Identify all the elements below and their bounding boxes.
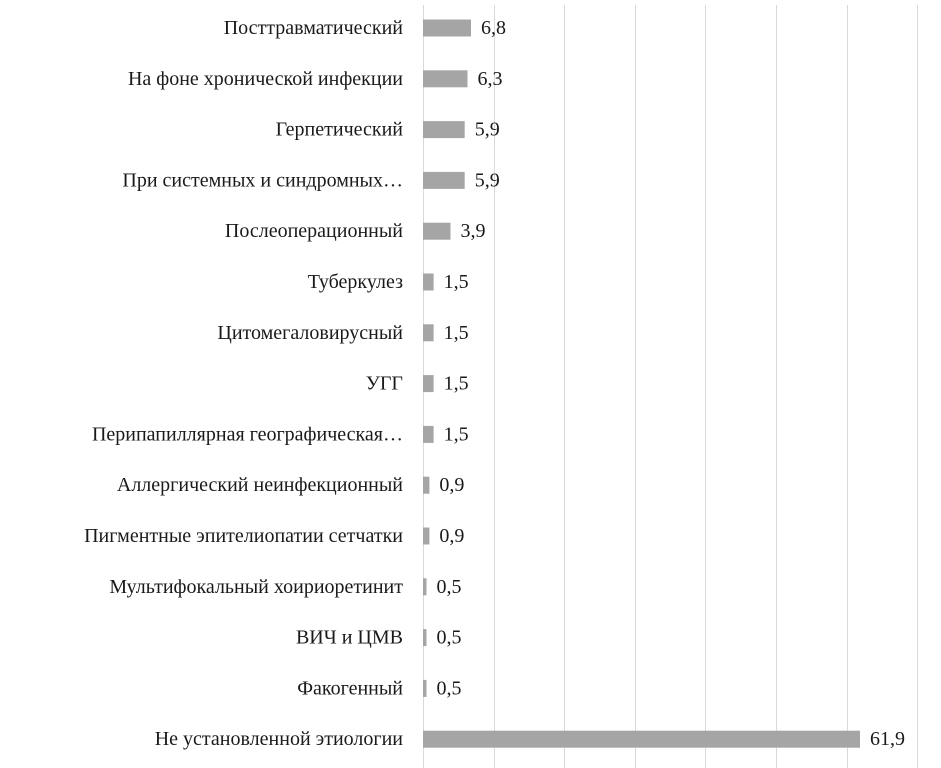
value-label: 0,5 bbox=[436, 677, 462, 700]
value-label: 6,3 bbox=[477, 67, 503, 90]
value-label: 5,9 bbox=[474, 118, 500, 141]
category-label: Факогенный bbox=[297, 677, 403, 700]
value-label: 0,9 bbox=[439, 525, 465, 547]
value-labels bbox=[437, 17, 906, 750]
bar bbox=[423, 426, 434, 443]
category-label: Послеоперационный bbox=[224, 220, 403, 243]
value-label: 5,9 bbox=[474, 169, 500, 192]
bar bbox=[423, 121, 465, 138]
bar bbox=[423, 70, 468, 87]
bar bbox=[423, 274, 434, 291]
bar bbox=[423, 680, 427, 697]
value-label: 0,5 bbox=[436, 575, 462, 598]
bar bbox=[423, 172, 465, 189]
category-label: Аллергический неинфекционный bbox=[116, 474, 403, 497]
category-labels bbox=[84, 17, 403, 750]
bar bbox=[423, 375, 434, 392]
value-label: 6,8 bbox=[481, 17, 506, 39]
category-label: Пигментные эпителиопатии сетчатки bbox=[84, 525, 403, 547]
value-label: 1,5 bbox=[443, 423, 469, 446]
value-label: 1,5 bbox=[443, 321, 469, 344]
category-label: ВИЧ и ЦМВ bbox=[295, 626, 403, 649]
bar bbox=[423, 528, 429, 545]
category-label: Цитомегаловирусный bbox=[217, 321, 403, 344]
value-label: 0,9 bbox=[439, 474, 465, 497]
category-label: Герпетический bbox=[275, 118, 403, 141]
bar bbox=[423, 629, 427, 646]
bar bbox=[423, 20, 471, 37]
value-label: 61,9 bbox=[870, 728, 905, 751]
bar bbox=[423, 731, 860, 748]
value-label: 3,9 bbox=[460, 220, 486, 243]
bar bbox=[423, 477, 429, 494]
value-label: 0,5 bbox=[436, 626, 462, 649]
category-label: На фоне хронической инфекции bbox=[127, 67, 403, 90]
category-label: Туберкулез bbox=[307, 271, 403, 293]
bar bbox=[423, 223, 451, 240]
category-label: Посттравматический bbox=[223, 17, 403, 39]
category-label: Мультифокальный хоириоретинит bbox=[109, 575, 403, 598]
value-label: 1,5 bbox=[443, 271, 469, 293]
bar bbox=[423, 578, 427, 595]
value-label: 1,5 bbox=[443, 372, 469, 395]
category-label: При системных и синдромных… bbox=[122, 169, 403, 192]
bar bbox=[423, 324, 434, 341]
category-label: УГГ bbox=[365, 372, 403, 395]
category-label: Не установленной этиологии bbox=[154, 728, 403, 751]
category-label: Перипапиллярная географическая… bbox=[91, 423, 403, 446]
